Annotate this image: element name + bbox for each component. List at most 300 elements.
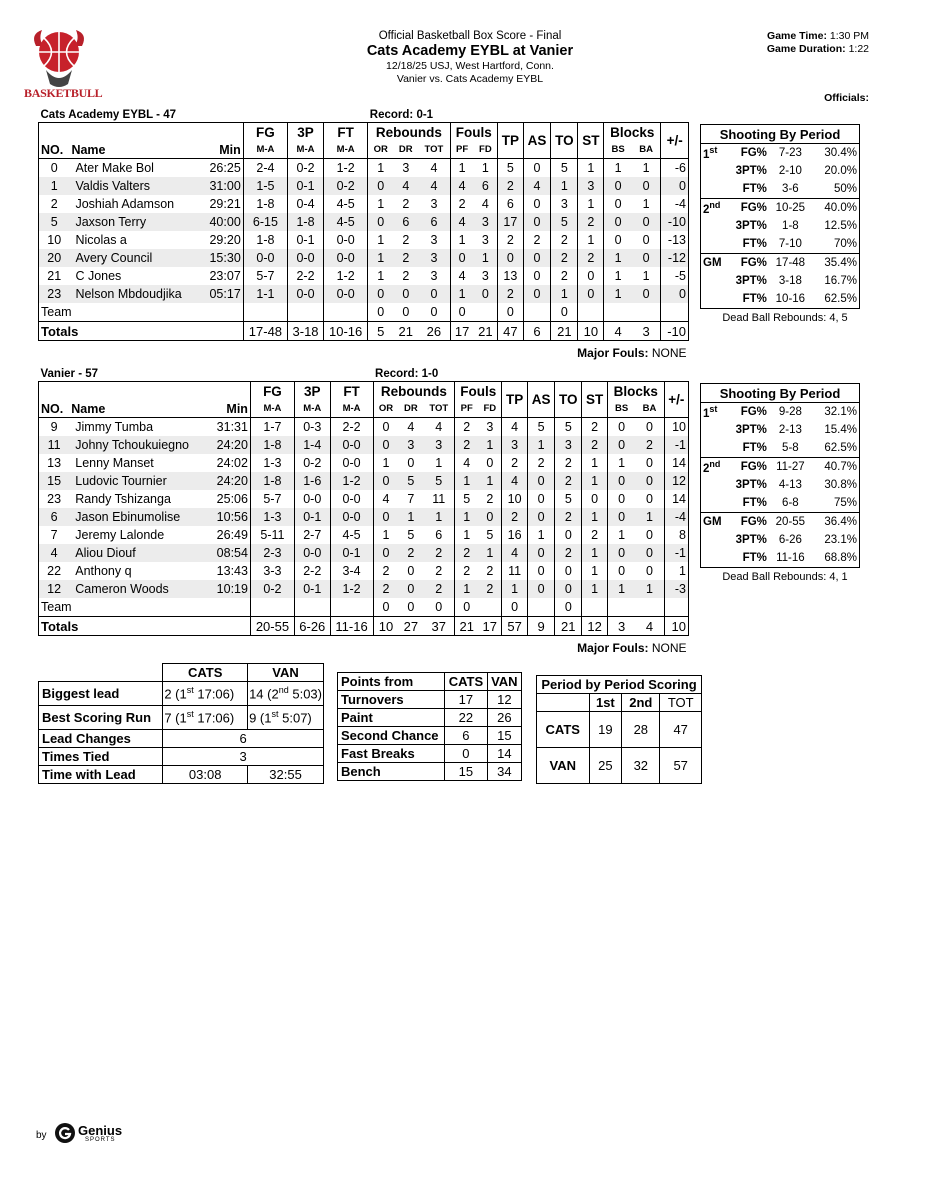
shooting-ma: 11-16 xyxy=(776,552,805,564)
player-pf: 4 xyxy=(455,454,479,472)
player-tp: 5 xyxy=(497,159,523,178)
team-row-cell: 0 xyxy=(373,598,398,617)
hdr-ft: FT xyxy=(330,382,373,401)
team-row-label: Team xyxy=(39,303,244,322)
period-score: 32 xyxy=(622,748,660,784)
team2-box-table xyxy=(38,367,689,657)
player-ft: 0-0 xyxy=(324,249,368,267)
player-number: 2 xyxy=(39,195,70,213)
points-van: 34 xyxy=(487,763,521,781)
player-tp: 2 xyxy=(497,177,523,195)
player-dr: 5 xyxy=(399,472,424,490)
shooting-ma: 3-18 xyxy=(778,275,802,287)
player-ba: 1 xyxy=(635,508,664,526)
player-fd: 1 xyxy=(478,472,502,490)
totals-cell: 21 xyxy=(555,617,582,636)
player-bs: 1 xyxy=(607,580,635,598)
player-tot: 4 xyxy=(418,177,450,195)
shooting-stat: FT% xyxy=(742,497,767,509)
hdr-blank xyxy=(39,123,244,142)
totals-cell: 21 xyxy=(393,322,418,341)
player-to: 1 xyxy=(551,285,578,303)
player-bs: 0 xyxy=(607,490,635,508)
totals-cell: 4 xyxy=(604,322,632,341)
player-fd: 2 xyxy=(486,564,494,578)
player-number: 23 xyxy=(39,285,70,303)
player-ft: 0-0 xyxy=(330,436,373,454)
player-plusminus: -10 xyxy=(661,213,689,231)
shooting-period xyxy=(701,290,724,309)
player-fd: 2 xyxy=(478,580,502,598)
team2-major-fouls: Major Fouls: NONE xyxy=(577,641,687,655)
shooting-ma: 17-48 xyxy=(769,254,812,273)
period-score: 25 xyxy=(589,748,622,784)
team-logo xyxy=(22,26,103,106)
player-row xyxy=(39,249,689,267)
shooting-row xyxy=(701,458,860,477)
player-number: 5 xyxy=(39,213,70,231)
team-row-cell: 0 xyxy=(555,598,582,617)
points-col-cats: CATS xyxy=(445,673,487,691)
shooting-row xyxy=(701,403,860,422)
player-tot: 1 xyxy=(423,508,454,526)
player-pf: 5 xyxy=(455,490,479,508)
team1-box-table xyxy=(38,108,689,362)
player-tp: 4 xyxy=(502,418,528,437)
shooting-pct: 50% xyxy=(833,183,857,195)
player-or: 0 xyxy=(373,544,398,562)
player-plusminus: 8 xyxy=(664,526,688,544)
player-ba: 0 xyxy=(645,564,653,578)
player-dr: 0 xyxy=(393,285,418,303)
player-fg: 1-8 xyxy=(243,195,287,213)
player-fg: 1-5 xyxy=(243,177,287,195)
player-3p: 0-2 xyxy=(294,454,330,472)
points-label: Bench xyxy=(338,763,445,781)
player-row xyxy=(39,472,689,490)
player-plusminus: -3 xyxy=(664,580,688,598)
hdr-st: ST xyxy=(578,123,604,159)
player-tp: 17 xyxy=(497,213,523,231)
shooting-period: 2nd xyxy=(701,458,724,477)
player-dr: 5 xyxy=(407,528,415,542)
player-number: 22 xyxy=(39,562,70,580)
player-dr: 0 xyxy=(407,564,415,578)
period-col-1st: 1st xyxy=(589,694,622,712)
player-3p: 0-3 xyxy=(294,418,330,437)
player-3p: 1-8 xyxy=(288,213,324,231)
shooting-period xyxy=(701,217,724,235)
player-tp: 13 xyxy=(497,267,523,285)
hdr-3p: 3P xyxy=(288,123,324,142)
player-as: 4 xyxy=(523,177,551,195)
player-pf: 1 xyxy=(455,472,479,490)
totals-cell: 10-16 xyxy=(324,322,368,341)
player-pf: 1 xyxy=(450,285,474,303)
totals-cell: 27 xyxy=(399,617,424,636)
player-st: 0 xyxy=(582,490,608,508)
points-cats: 6 xyxy=(445,727,487,745)
player-st: 1 xyxy=(582,562,608,580)
shooting-pct: 62.5% xyxy=(824,293,857,305)
totals-cell: 9 xyxy=(527,617,554,636)
player-row xyxy=(39,436,689,454)
team-row-cell xyxy=(582,598,608,617)
player-tot: 3 xyxy=(430,197,438,211)
totals-cell: 20-55 xyxy=(250,617,294,636)
points-cats: 17 xyxy=(445,691,487,709)
player-or: 0 xyxy=(368,213,393,231)
player-fd: 3 xyxy=(474,213,498,231)
player-ft: 4-5 xyxy=(330,526,373,544)
player-name: Cameron Woods xyxy=(69,580,209,598)
player-min: 24:20 xyxy=(209,472,250,490)
hdr-fouls: Fouls xyxy=(450,123,497,142)
player-dr: 6 xyxy=(393,213,418,231)
player-number: 23 xyxy=(39,490,70,508)
player-fg: 1-8 xyxy=(243,231,287,249)
player-tp: 2 xyxy=(497,231,523,249)
hdr-3p-ma: M-A xyxy=(294,400,330,418)
player-min: 26:49 xyxy=(216,528,248,542)
player-row xyxy=(39,526,689,544)
player-as: 0 xyxy=(523,267,551,285)
player-fd: 0 xyxy=(486,456,494,470)
hdr-bs: BS xyxy=(607,400,635,418)
points-van: 26 xyxy=(487,709,521,727)
player-ft: 1-2 xyxy=(324,267,368,285)
genius-logo-icon xyxy=(54,1122,76,1144)
player-as: 0 xyxy=(523,195,551,213)
time-with-lead-van: 32:55 xyxy=(248,766,324,784)
shooting-ma: 6-26 xyxy=(778,534,802,546)
player-ba: 0 xyxy=(632,249,661,267)
points-label: Turnovers xyxy=(338,691,445,709)
hdr-tp: TP xyxy=(502,382,528,418)
player-number: 0 xyxy=(39,159,70,178)
player-tp: 0 xyxy=(497,249,523,267)
game-title: Cats Academy EYBL at Vanier xyxy=(366,43,574,59)
shooting-row xyxy=(701,144,860,163)
player-name: Nicolas a xyxy=(75,233,127,247)
hdr-pf: PF xyxy=(450,141,474,159)
shooting-stat: FG% xyxy=(740,147,767,159)
player-fg: 1-8 xyxy=(250,472,294,490)
shooting-row xyxy=(701,254,860,273)
period-scoring xyxy=(536,675,702,784)
player-to: 2 xyxy=(555,544,582,562)
totals-cell: 3-18 xyxy=(288,322,324,341)
period-row xyxy=(537,748,702,784)
player-row xyxy=(39,508,689,526)
player-number: 15 xyxy=(39,472,70,490)
team2-shooting-table xyxy=(700,383,860,568)
player-pf: 1 xyxy=(450,231,474,249)
player-number: 4 xyxy=(39,544,70,562)
totals-cell: 11-16 xyxy=(330,617,373,636)
hdr-min: Min xyxy=(202,141,243,159)
game-duration: 1:22 xyxy=(848,43,869,55)
player-plusminus: -1 xyxy=(664,436,688,454)
hdr-ft-ma: M-A xyxy=(324,141,368,159)
shooting-pct: 30.8% xyxy=(824,479,857,491)
player-tp: 10 xyxy=(502,490,528,508)
hdr-name: Name xyxy=(69,400,209,418)
hdr-to: TO xyxy=(555,382,582,418)
player-tp: 4 xyxy=(502,472,528,490)
points-label: Paint xyxy=(338,709,445,727)
player-or: 1 xyxy=(368,267,393,285)
shooting-period xyxy=(701,421,724,439)
shooting-period xyxy=(701,494,724,513)
shooting-pct: 36.4% xyxy=(812,513,860,532)
player-row xyxy=(39,580,689,598)
player-bs: 1 xyxy=(604,159,632,178)
player-fg: 1-8 xyxy=(250,436,294,454)
player-plusminus: 0 xyxy=(661,177,689,195)
shooting-ma: 6-8 xyxy=(782,497,799,509)
player-tot: 3 xyxy=(423,436,454,454)
totals-cell: -10 xyxy=(661,322,689,341)
player-or: 2 xyxy=(373,562,398,580)
hdr-tp: TP xyxy=(497,123,523,159)
player-tot: 2 xyxy=(435,564,443,578)
player-plusminus: -12 xyxy=(661,249,689,267)
biggest-lead-van: 14 (2nd 5:03) xyxy=(248,682,324,706)
player-ba: 1 xyxy=(642,161,650,175)
totals-cell: 26 xyxy=(418,322,450,341)
team-row-cell xyxy=(243,303,287,322)
player-3p: 1-4 xyxy=(294,436,330,454)
player-dr: 4 xyxy=(407,420,415,434)
player-as: 1 xyxy=(527,436,554,454)
player-to: 2 xyxy=(551,249,578,267)
period-team: CATS xyxy=(537,712,590,748)
player-row xyxy=(39,231,689,249)
lead-summary-table xyxy=(38,663,324,784)
player-name: C Jones xyxy=(75,269,122,283)
player-number: 6 xyxy=(39,508,70,526)
player-as: 0 xyxy=(527,580,554,598)
player-3p: 0-1 xyxy=(288,231,324,249)
period-scoring-title: Period by Period Scoring xyxy=(537,676,702,694)
shooting-stat: FG% xyxy=(740,406,767,418)
hdr-ft: FT xyxy=(324,123,368,142)
player-fd: 0 xyxy=(478,508,502,526)
document-header xyxy=(300,30,640,85)
player-as: 2 xyxy=(527,454,554,472)
shooting-row xyxy=(701,439,860,458)
points-row xyxy=(338,709,522,727)
player-tot: 2 xyxy=(423,544,454,562)
points-van: 12 xyxy=(487,691,521,709)
player-or: 1 xyxy=(368,231,393,249)
player-st: 2 xyxy=(578,249,604,267)
player-dr: 2 xyxy=(402,233,410,247)
player-st: 0 xyxy=(578,267,604,285)
player-3p: 0-1 xyxy=(294,508,330,526)
player-as: 0 xyxy=(523,285,551,303)
team-row-cell xyxy=(607,598,635,617)
player-tot: 4 xyxy=(435,420,443,434)
game-info xyxy=(767,30,869,56)
player-dr: 7 xyxy=(407,492,415,506)
team-row xyxy=(39,598,689,617)
shooting-stat: FT% xyxy=(742,293,767,305)
totals-cell: 17-48 xyxy=(243,322,287,341)
shooting-stat: FG% xyxy=(724,199,769,218)
totals-cell: 4 xyxy=(635,617,664,636)
player-or: 0 xyxy=(368,285,393,303)
player-pf: 2 xyxy=(455,562,479,580)
player-bs: 0 xyxy=(607,472,635,490)
team-row-cell xyxy=(661,303,689,322)
shooting-title: Shooting By Period xyxy=(701,384,860,403)
shooting-period: GM xyxy=(701,513,724,532)
hdr-fg: FG xyxy=(243,123,287,142)
player-to: 5 xyxy=(551,159,578,178)
player-fd: 1 xyxy=(478,436,502,454)
player-fg: 6-15 xyxy=(243,213,287,231)
player-tot: 3 xyxy=(430,269,438,283)
period-score: 19 xyxy=(589,712,622,748)
totals-cell: 17 xyxy=(478,617,502,636)
hdr-no: NO. xyxy=(39,141,70,159)
player-tot: 3 xyxy=(430,233,438,247)
player-st: 2 xyxy=(582,526,608,544)
logo-text: BASKETBULL xyxy=(24,86,103,100)
player-dr: 0 xyxy=(399,580,424,598)
time-with-lead-label: Time with Lead xyxy=(39,766,163,784)
player-as: 1 xyxy=(527,526,554,544)
shooting-period: 1st xyxy=(703,404,718,420)
player-st: 1 xyxy=(582,544,608,562)
totals-cell: 21 xyxy=(474,322,498,341)
player-row xyxy=(39,159,689,178)
shooting-row xyxy=(701,272,860,290)
hdr-fouls: Fouls xyxy=(455,382,502,401)
player-plusminus: 12 xyxy=(664,472,688,490)
player-ft: 0-0 xyxy=(324,231,368,249)
player-fd: 3 xyxy=(481,269,489,283)
player-plusminus: 0 xyxy=(661,285,689,303)
player-dr: 2 xyxy=(402,197,410,211)
shooting-stat: 3PT% xyxy=(735,165,767,177)
player-3p: 2-7 xyxy=(294,526,330,544)
player-min: 31:31 xyxy=(216,420,248,434)
shooting-period xyxy=(701,272,724,290)
team-row-cell xyxy=(664,598,688,617)
totals-cell: 10 xyxy=(578,322,604,341)
player-pf: 4 xyxy=(450,267,474,285)
points-col-van: VAN xyxy=(487,673,521,691)
shooting-stat: FG% xyxy=(724,513,769,532)
team2-name: Vanier - 57 xyxy=(40,368,99,380)
team-row-cell: 0 xyxy=(455,598,479,617)
totals-cell: 21 xyxy=(551,322,578,341)
player-plusminus: -5 xyxy=(661,267,689,285)
hdr-dr: DR xyxy=(399,400,424,418)
player-st: 1 xyxy=(582,580,608,598)
player-number: 12 xyxy=(39,580,70,598)
team-row-cell: 0 xyxy=(450,303,474,322)
player-min: 23:07 xyxy=(209,269,241,283)
player-ft: 1-2 xyxy=(330,580,373,598)
player-pf: 1 xyxy=(450,159,474,178)
player-tot: 3 xyxy=(418,249,450,267)
player-fd: 0 xyxy=(474,285,498,303)
player-fd: 2 xyxy=(486,492,494,506)
player-row xyxy=(39,454,689,472)
shooting-period: 1st xyxy=(703,145,718,161)
totals-cell: 5 xyxy=(368,322,393,341)
player-tp: 2 xyxy=(502,508,528,526)
shooting-ma: 7-10 xyxy=(778,238,802,250)
team-row-cell xyxy=(478,598,502,617)
player-row xyxy=(39,267,689,285)
hdr-bs: BS xyxy=(604,141,632,159)
player-plusminus: 1 xyxy=(664,562,688,580)
shooting-stat: FT% xyxy=(742,238,767,250)
shooting-row xyxy=(701,217,860,235)
player-to: 3 xyxy=(551,195,578,213)
player-fd: 1 xyxy=(474,249,498,267)
player-ba: 0 xyxy=(645,456,653,470)
player-ft: 3-4 xyxy=(330,562,373,580)
shooting-ma: 2-13 xyxy=(778,424,802,436)
points-from xyxy=(337,672,522,781)
player-name: Jeremy Lalonde xyxy=(75,528,165,542)
player-bs: 0 xyxy=(604,177,632,195)
player-pf: 2 xyxy=(455,418,479,437)
points-row xyxy=(338,691,522,709)
hdr-fg-ma: M-A xyxy=(243,141,287,159)
shooting-stat: FT% xyxy=(742,183,767,195)
shooting-period xyxy=(701,162,724,180)
shooting-row xyxy=(701,199,860,218)
points-van: 14 xyxy=(487,745,521,763)
player-3p: 0-1 xyxy=(294,580,330,598)
player-3p: 1-6 xyxy=(294,472,330,490)
player-pf: 2 xyxy=(455,436,479,454)
times-tied-value: 3 xyxy=(163,748,324,766)
player-dr: 3 xyxy=(402,161,410,175)
player-ba: 0 xyxy=(632,285,661,303)
period-team: VAN xyxy=(537,748,590,784)
player-3p: 0-2 xyxy=(288,159,324,178)
hdr-name: Name xyxy=(69,141,201,159)
player-st: 2 xyxy=(582,436,608,454)
player-or: 1 xyxy=(373,454,398,472)
team-row-cell xyxy=(294,598,330,617)
player-st: 1 xyxy=(582,454,608,472)
shooting-pct: 35.4% xyxy=(812,254,860,273)
player-name: Randy Tshizanga xyxy=(75,492,171,506)
period-col-2nd: 2nd xyxy=(622,694,660,712)
hdr-ba: BA xyxy=(635,400,664,418)
totals-cell: 17 xyxy=(450,322,474,341)
hdr-or: OR xyxy=(373,400,398,418)
player-tot: 11 xyxy=(432,492,446,506)
player-fd: 3 xyxy=(486,420,494,434)
totals-cell: 3 xyxy=(607,617,635,636)
player-plusminus: 14 xyxy=(664,454,688,472)
team2-box xyxy=(38,367,689,657)
player-fd: 5 xyxy=(486,528,494,542)
player-name: Valdis Valters xyxy=(69,177,201,195)
player-number: 21 xyxy=(39,267,70,285)
player-to: 0 xyxy=(555,526,582,544)
